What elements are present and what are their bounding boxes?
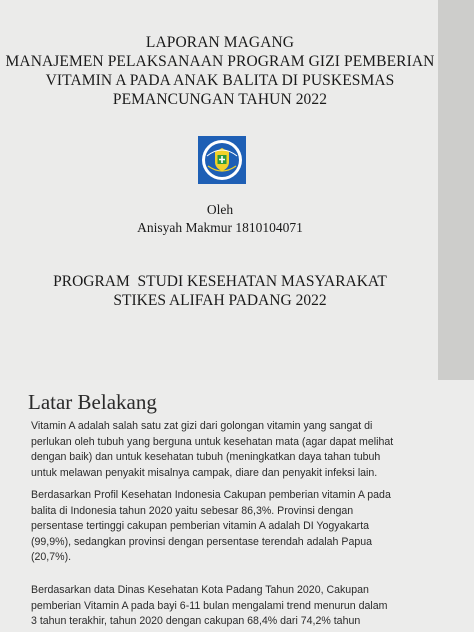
program-block: [0, 272, 440, 310]
title-line: PEMANCUNGAN TAHUN 2022: [112, 91, 328, 108]
paragraph-line: (99,9%), sedangkan provinsi dengan persentase terendah adalah Papua: [31, 535, 373, 548]
institution-logo-icon: [198, 136, 246, 184]
section-heading: Latar Belakang: [28, 390, 157, 414]
paragraph-line: persentase tertinggi cakupan pemberian vitamin A adalah DI Yogyakarta: [31, 520, 370, 532]
title-line: LAPORAN MAGANG: [145, 34, 295, 51]
paragraph-line: (20,7%).: [31, 551, 72, 563]
paragraph-line: Vitamin A adalah salah satu zat gizi dari golongan vitamin yang sangat di: [31, 420, 373, 432]
decorative-stripe: [438, 0, 474, 380]
program-line: STIKES ALIFAH PADANG 2022: [113, 292, 327, 309]
paragraph-line: dengan baik) dan untuk kesehatan tubuh (meningkatkan daya tahan tubuh: [31, 451, 381, 463]
paragraph-line: Berdasarkan data Dinas Kesehatan Kota Padang Tahun 2020, Cakupan: [31, 584, 369, 596]
paragraph-line: 3 tahun terakhir, tahun 2020 dengan cakupan 68,4% dari 74,2% tahun: [31, 615, 361, 627]
paragraph-line: balita di Indonesia tahun 2020 yaitu sebesar 86,3%. Provinsi dengan: [31, 504, 354, 517]
author-prefix: Oleh: [206, 202, 234, 217]
title-line: MANAJEMEN PELAKSANAAN PROGRAM GIZI PEMBERIAN: [5, 53, 435, 70]
program-line: PROGRAM STUDI KESEHATAN MASYARAKAT: [53, 273, 387, 290]
author-name: Anisyah Makmur 1810104071: [137, 220, 303, 235]
paragraph-line: Berdasarkan Profil Kesehatan Indonesia Cakupan pemberian vitamin A pada: [31, 489, 391, 501]
paragraph: [31, 488, 446, 566]
paragraph: [31, 419, 446, 481]
paragraph-line: perlukan oleh tubuh yang berguna untuk kesehatan mata (agar dapat melihat: [31, 435, 394, 448]
paragraph: [31, 583, 446, 630]
paragraph-line: untuk melawan penyakit misalnya campak, diare dan penyakit infeksi lain.: [31, 466, 378, 479]
paragraph-line: pemberian Vitamin A pada bayi 6-11 bulan mengalami trend menurun dalam: [31, 599, 388, 612]
report-title: [0, 33, 440, 109]
author-block: [0, 201, 440, 237]
title-line: VITAMIN A PADA ANAK BALITA DI PUSKESMAS: [45, 72, 395, 89]
